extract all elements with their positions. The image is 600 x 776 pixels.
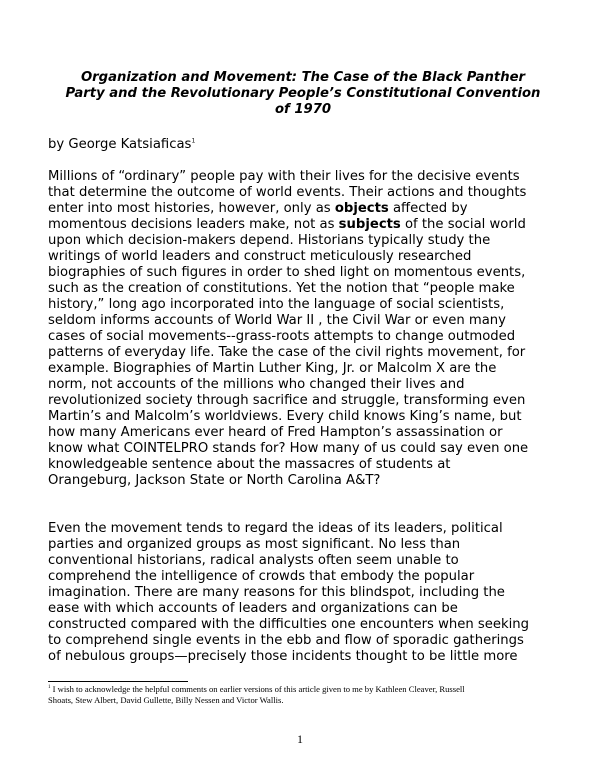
- paragraph-line: writings of world leaders and construct meticulously researched: [48, 249, 472, 264]
- author-name: by George Katsiaficas: [48, 137, 192, 152]
- paragraph-line: know what COINTELPRO stands for? How many of us could say even one: [48, 441, 529, 456]
- text-run: momentous decisions leaders make, not as: [48, 217, 339, 232]
- title-line: Organization and Movement: The Case of the Black Panther: [80, 70, 526, 85]
- paragraph-line: Orangeburg, Jackson State or North Carolina A&T?: [48, 473, 381, 488]
- title-line: Party and the Revolutionary People’s Constitutional Convention: [65, 86, 541, 101]
- footnote-divider: [48, 681, 188, 682]
- paragraph-line: Martin’s and Malcolm’s worldviews. Every child knows King’s name, but: [48, 409, 522, 424]
- paragraph-line: how many Americans ever heard of Fred Hampton’s assassination or: [48, 425, 503, 440]
- paragraph-line: that determine the outcome of world events. Their actions and thoughts: [48, 185, 527, 200]
- paragraph-line: cases of social movements--grass-roots attempts to change outmoded: [48, 329, 516, 344]
- paragraph-line: biographies of such figures in order to shed light on momentous events,: [48, 265, 526, 280]
- paragraph-line: comprehend the intelligence of crowds that embody the popular: [48, 569, 475, 584]
- paragraph-line: parties and organized groups as most significant. No less than: [48, 537, 461, 552]
- emphasis-objects: objects: [334, 201, 389, 216]
- paragraph-line: ease with which accounts of leaders and organizations can be: [48, 601, 458, 616]
- text-run: of the social world: [400, 217, 526, 232]
- paragraph-line: of nebulous groups—precisely those incidents thought to be little more: [48, 649, 518, 664]
- paragraph-line: to comprehend single events in the ebb and flow of sporadic gatherings: [48, 633, 524, 648]
- article-title: [48, 70, 558, 118]
- title-line: of 1970: [274, 102, 332, 117]
- paragraph-line: seldom informs accounts of World War II , the Civil War or even many: [48, 313, 506, 328]
- footnote-line: Shoats, Stew Albert, David Gullette, Billy Nessen and Victor Wallis.: [48, 695, 284, 705]
- footnote-number: 1: [48, 685, 51, 691]
- body-paragraph: [48, 521, 558, 665]
- footnote-marker: 1: [191, 137, 196, 145]
- paragraph-line: [48, 217, 558, 233]
- text-run: enter into most histories, however, only as: [48, 201, 335, 216]
- paragraph-line: Millions of “ordinary” people pay with their lives for the decisive events: [48, 169, 520, 184]
- footnote: [48, 684, 568, 706]
- paragraph-line: example. Biographies of Martin Luther King, Jr. or Malcolm X are the: [48, 361, 497, 376]
- footnote-line: [48, 684, 568, 695]
- footnote-text: I wish to acknowledge the helpful comments on earlier versions of this article given to me by Kathleen Cleaver, Russell: [50, 684, 465, 694]
- body-paragraph: [48, 169, 558, 489]
- paragraph-line: knowledgeable sentence about the massacres of students at: [48, 457, 451, 472]
- emphasis-subjects: subjects: [338, 217, 401, 232]
- paragraph-line: norm, not accounts of the millions who changed their lives and: [48, 377, 465, 392]
- paragraph-line: such as the creation of constitutions. Yet the notion that “people make: [48, 281, 515, 296]
- author-byline: [48, 137, 195, 153]
- paragraph-line: constructed compared with the difficulties one encounters when seeking: [48, 617, 530, 632]
- paragraph-line: Even the movement tends to regard the ideas of its leaders, political: [48, 521, 503, 536]
- page-number: 1: [297, 732, 303, 746]
- paragraph-line: patterns of everyday life. Take the case of the civil rights movement, for: [48, 345, 526, 360]
- text-run: affected by: [388, 201, 468, 216]
- paragraph-line: imagination. There are many reasons for this blindspot, including the: [48, 585, 505, 600]
- paragraph-line: upon which decision-makers depend. Historians typically study the: [48, 233, 491, 248]
- paragraph-line: revolutionized society through sacrifice and struggle, transforming even: [48, 393, 526, 408]
- paragraph-line: [48, 201, 558, 217]
- paragraph-line: conventional historians, radical analysts often seem unable to: [48, 553, 459, 568]
- paragraph-line: history,” long ago incorporated into the language of social scientists,: [48, 297, 505, 312]
